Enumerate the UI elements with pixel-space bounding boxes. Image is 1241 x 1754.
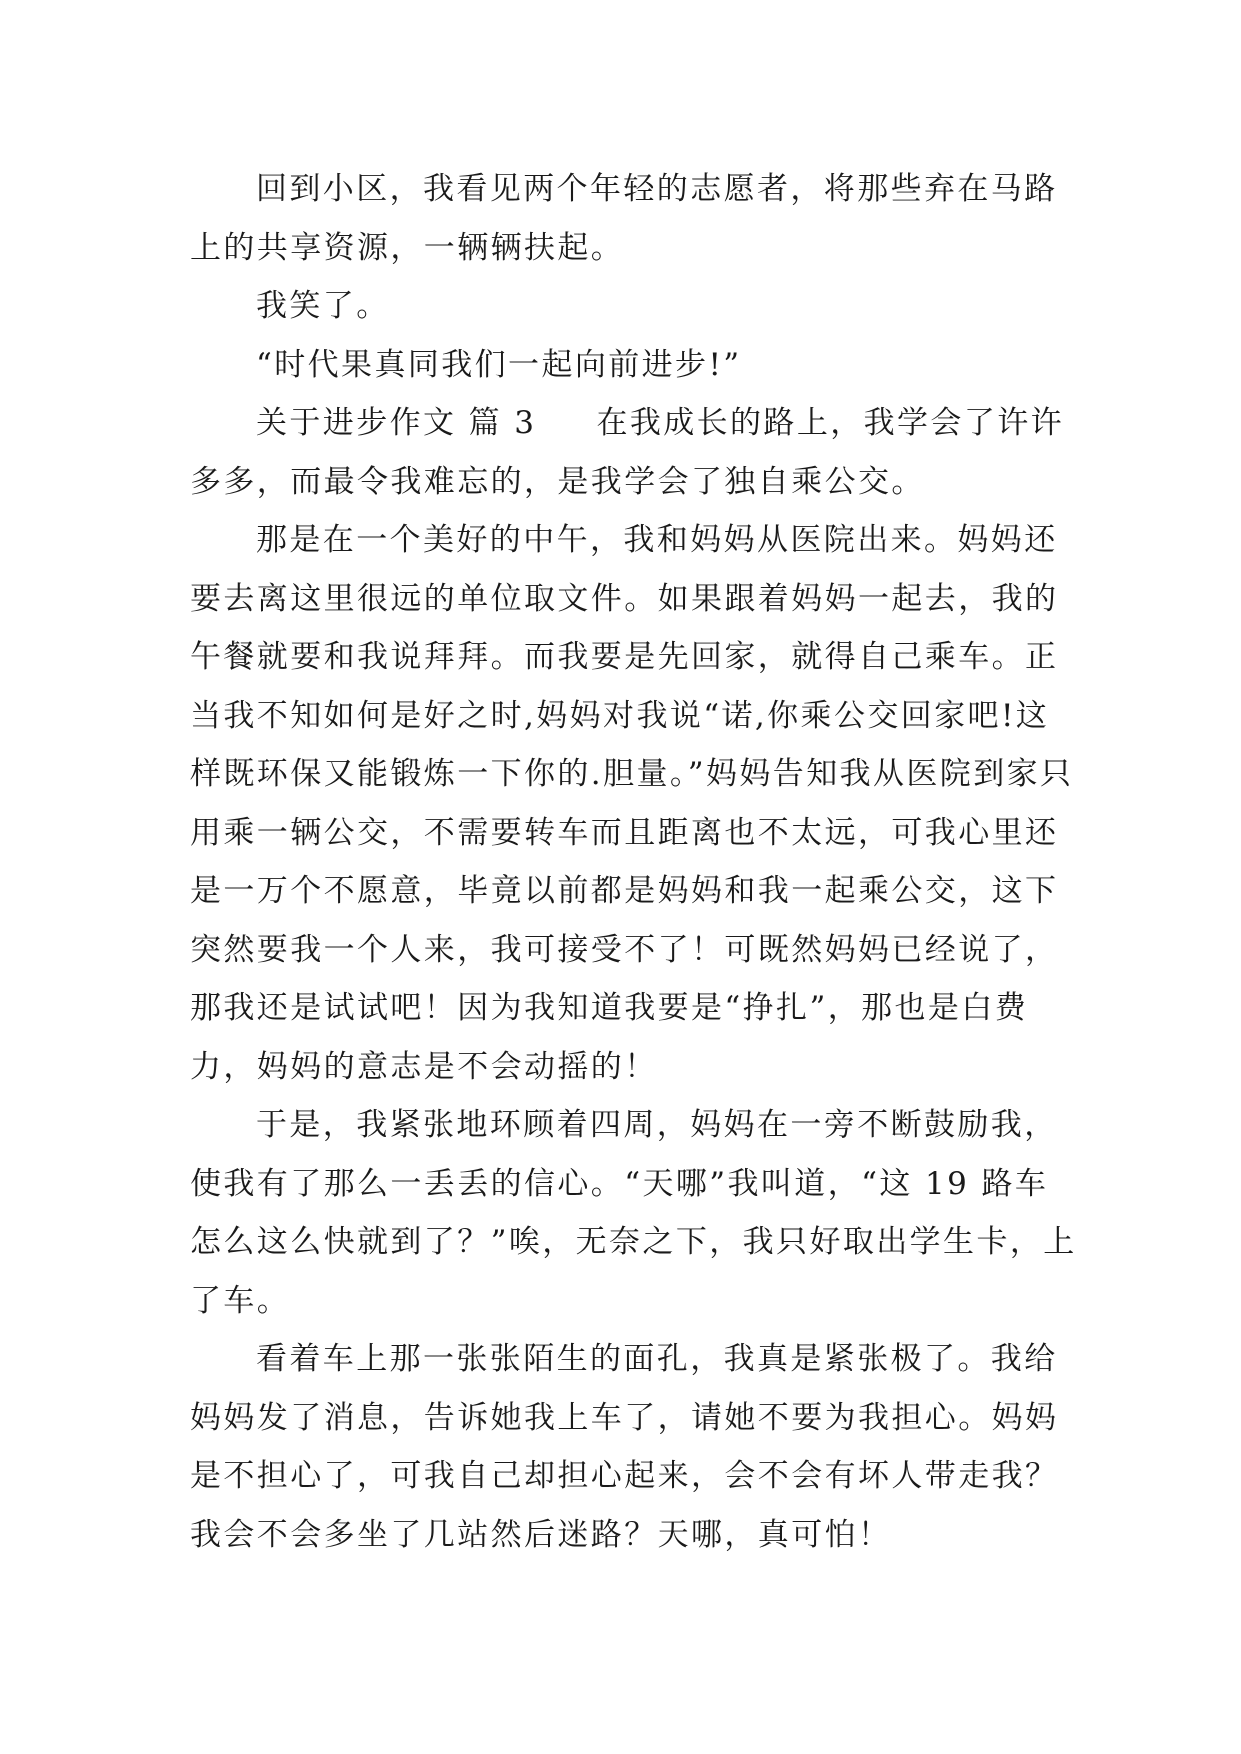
section-heading: 关于进步作文 篇 3 — [256, 405, 537, 441]
paragraph: 看着车上那一张张陌生的面孔，我真是紧张极了。我给妈妈发了消息，告诉她我上车了，请她不要为我担心。妈妈是不担心了，可我自己却担心起来，会不会有坏人带走我？我会不会多坐了几站然后迷路？天哪，真可怕！ — [190, 1341, 1059, 1553]
paragraph: 我笑了。 — [256, 288, 390, 324]
paragraph: “时代果真同我们一起向前进步!” — [256, 346, 742, 383]
paragraph: 回到小区，我看见两个年轻的志愿者，将那些弃在马路上的共享资源，一辆辆扶起。 — [190, 171, 1058, 266]
section-intro-text: 在我成长的路上，我学会了许许多多，而最令我难忘的，是我学会了独自乘公交。 — [190, 405, 1065, 500]
paragraph: 于是，我紧张地环顾着四周，妈妈在一旁不断鼓励我，使我有了那么一丢丢的信心。“天哪”我叫道，“这 19 路车怎么这么快就到了？”唉，无奈之下，我只好取出学生卡，上了车。 — [190, 1107, 1077, 1319]
document-body — [190, 160, 1080, 1564]
paragraph: 那是在一个美好的中午，我和妈妈从医院出来。妈妈还要去离这里很远的单位取文件。如果跟着妈妈一起去，我的午餐就要和我说拜拜。而我要是先回家，就得自己乘车。正当我不知如何是好之时,妈妈对我说“诺,你乘公交回家吧!这样既环保又能锻炼一下你的.胆量。”妈妈告知我从医院到家只用乘一辆公交，不需要转车而且距离也不太远，可我心里还是一万个不愿意，毕竟以前都是妈妈和我一起乘公交，这下突然要我一个人来，我可接受不了！可既然妈妈已经说了，那我还是试试吧！因为我知道我要是“挣扎”，那也是白费力，妈妈的意志是不会动摇的！ — [190, 522, 1074, 1085]
section-paragraph — [190, 394, 1080, 511]
